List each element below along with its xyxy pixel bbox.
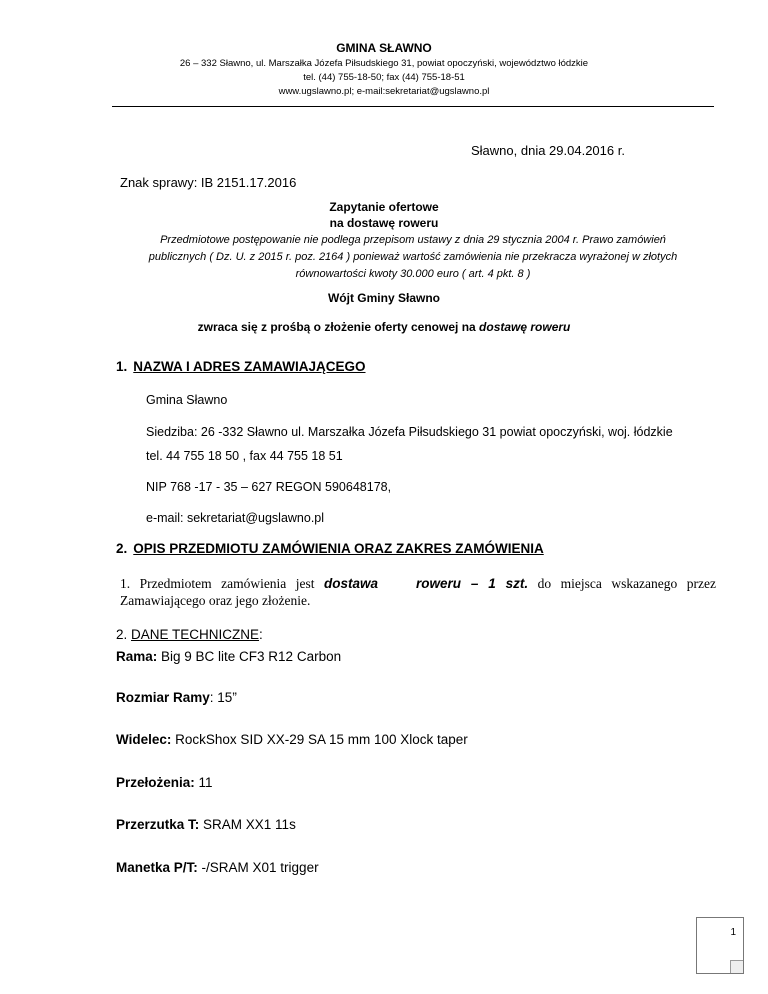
section-2-heading <box>116 541 544 556</box>
buyer-name: Gmina Sławno <box>146 393 228 407</box>
section-2-title: OPIS PRZEDMIOTU ZAMÓWIENIA ORAZ ZAKRES ZAMÓWIENIA <box>133 541 544 556</box>
page-fold-icon <box>730 960 743 973</box>
spec-row <box>116 817 296 832</box>
letterhead-divider <box>112 106 714 107</box>
spec-label: Rama: <box>116 649 158 664</box>
spec-value: Big 9 BC lite CF3 R12 Carbon <box>157 649 342 664</box>
legal-note-line-3: równowartości kwoty 30.000 euro ( art. 4 pkt. 8 ) <box>295 268 531 280</box>
date-line: Sławno, dnia 29.04.2016 r. <box>471 143 625 158</box>
spec-value: SRAM XX1 11s <box>199 817 296 832</box>
spec-label: Przerzutka T: <box>116 817 200 832</box>
tech-data-number: 2. <box>116 627 132 642</box>
section-2-number: 2. <box>116 541 128 556</box>
legal-note-line-1: Przedmiotowe postępowanie nie podlega przepisom ustawy z dnia 29 stycznia 2004 r. Prawo zamówień <box>160 234 666 246</box>
spec-label: Widelec: <box>116 732 172 747</box>
letterhead-web: www.ugslawno.pl; e-mail:sekretariat@ugslawno.pl <box>278 86 490 97</box>
letterhead-title: GMINA SŁAWNO <box>336 41 432 55</box>
order-item-1-prefix: 1. Przedmiotem zamówienia jest <box>120 576 325 591</box>
spec-value: -/SRAM X01 trigger <box>197 860 319 875</box>
request-line <box>0 320 768 334</box>
section-1-heading <box>116 359 366 374</box>
spec-label: Przełożenia: <box>116 775 195 790</box>
case-reference: Znak sprawy: IB 2151.17.2016 <box>120 175 297 190</box>
mayor-title: Wójt Gminy Sławno <box>327 291 440 305</box>
request-emphasis: dostawę roweru <box>479 320 571 334</box>
order-item-1-emphasis-2: roweru – 1 szt. <box>416 576 529 591</box>
section-1-number: 1. <box>116 359 128 374</box>
buyer-email: e-mail: sekretariat@ugslawno.pl <box>146 511 325 525</box>
buyer-seat: Siedziba: 26 -332 Sławno ul. Marszałka Józefa Piłsudskiego 31 powiat opoczyński, woj. łódzkie <box>146 425 673 439</box>
buyer-ids: NIP 768 -17 - 35 – 627 REGON 590648178, <box>146 480 392 494</box>
spec-row <box>116 860 319 875</box>
page-number: 1 <box>730 927 736 938</box>
spec-value: RockShox SID XX-29 SA 15 mm 100 Xlock taper <box>171 732 468 747</box>
document-title: Zapytanie ofertowe <box>329 200 439 214</box>
spec-label: Rozmiar Ramy <box>116 690 210 705</box>
page-number-box <box>696 917 744 974</box>
order-item-1-line-2: Zamawiającego oraz jego złożenie. <box>120 593 311 608</box>
spec-row <box>116 690 237 705</box>
tech-data-title: DANE TECHNICZNE <box>131 627 260 642</box>
tech-data-colon: : <box>259 627 263 642</box>
spec-row <box>116 775 213 790</box>
spec-row <box>116 732 468 747</box>
buyer-phone: tel. 44 755 18 50 , fax 44 755 18 51 <box>146 449 343 463</box>
request-prefix: zwraca się z prośbą o złożenie oferty cenowej na <box>197 320 480 334</box>
letterhead-phone: tel. (44) 755-18-50; fax (44) 755-18-51 <box>303 72 465 83</box>
letterhead-address: 26 – 332 Sławno, ul. Marszałka Józefa Piłsudskiego 31, powiat opoczyński, województwo łódzkie <box>179 58 589 69</box>
document-subtitle: na dostawę roweru <box>329 216 439 230</box>
order-item-1-suffix: do miejsca wskazanego przez <box>528 576 716 591</box>
legal-note-line-2: publicznych ( Dz. U. z 2015 r. poz. 2164 ) ponieważ wartość zamówienia nie przekracza wyrażonej w złotych <box>148 251 678 263</box>
spec-value: 11 <box>194 775 213 790</box>
section-1-title: NAZWA I ADRES ZAMAWIAJĄCEGO <box>133 359 366 374</box>
spec-value: : 15” <box>209 690 237 705</box>
tech-data-heading <box>116 627 263 642</box>
spec-label: Manetka P/T: <box>116 860 198 875</box>
order-item-1-emphasis-1: dostawa <box>324 576 379 591</box>
order-item-1-line-1 <box>120 576 716 592</box>
spec-row <box>116 649 341 664</box>
